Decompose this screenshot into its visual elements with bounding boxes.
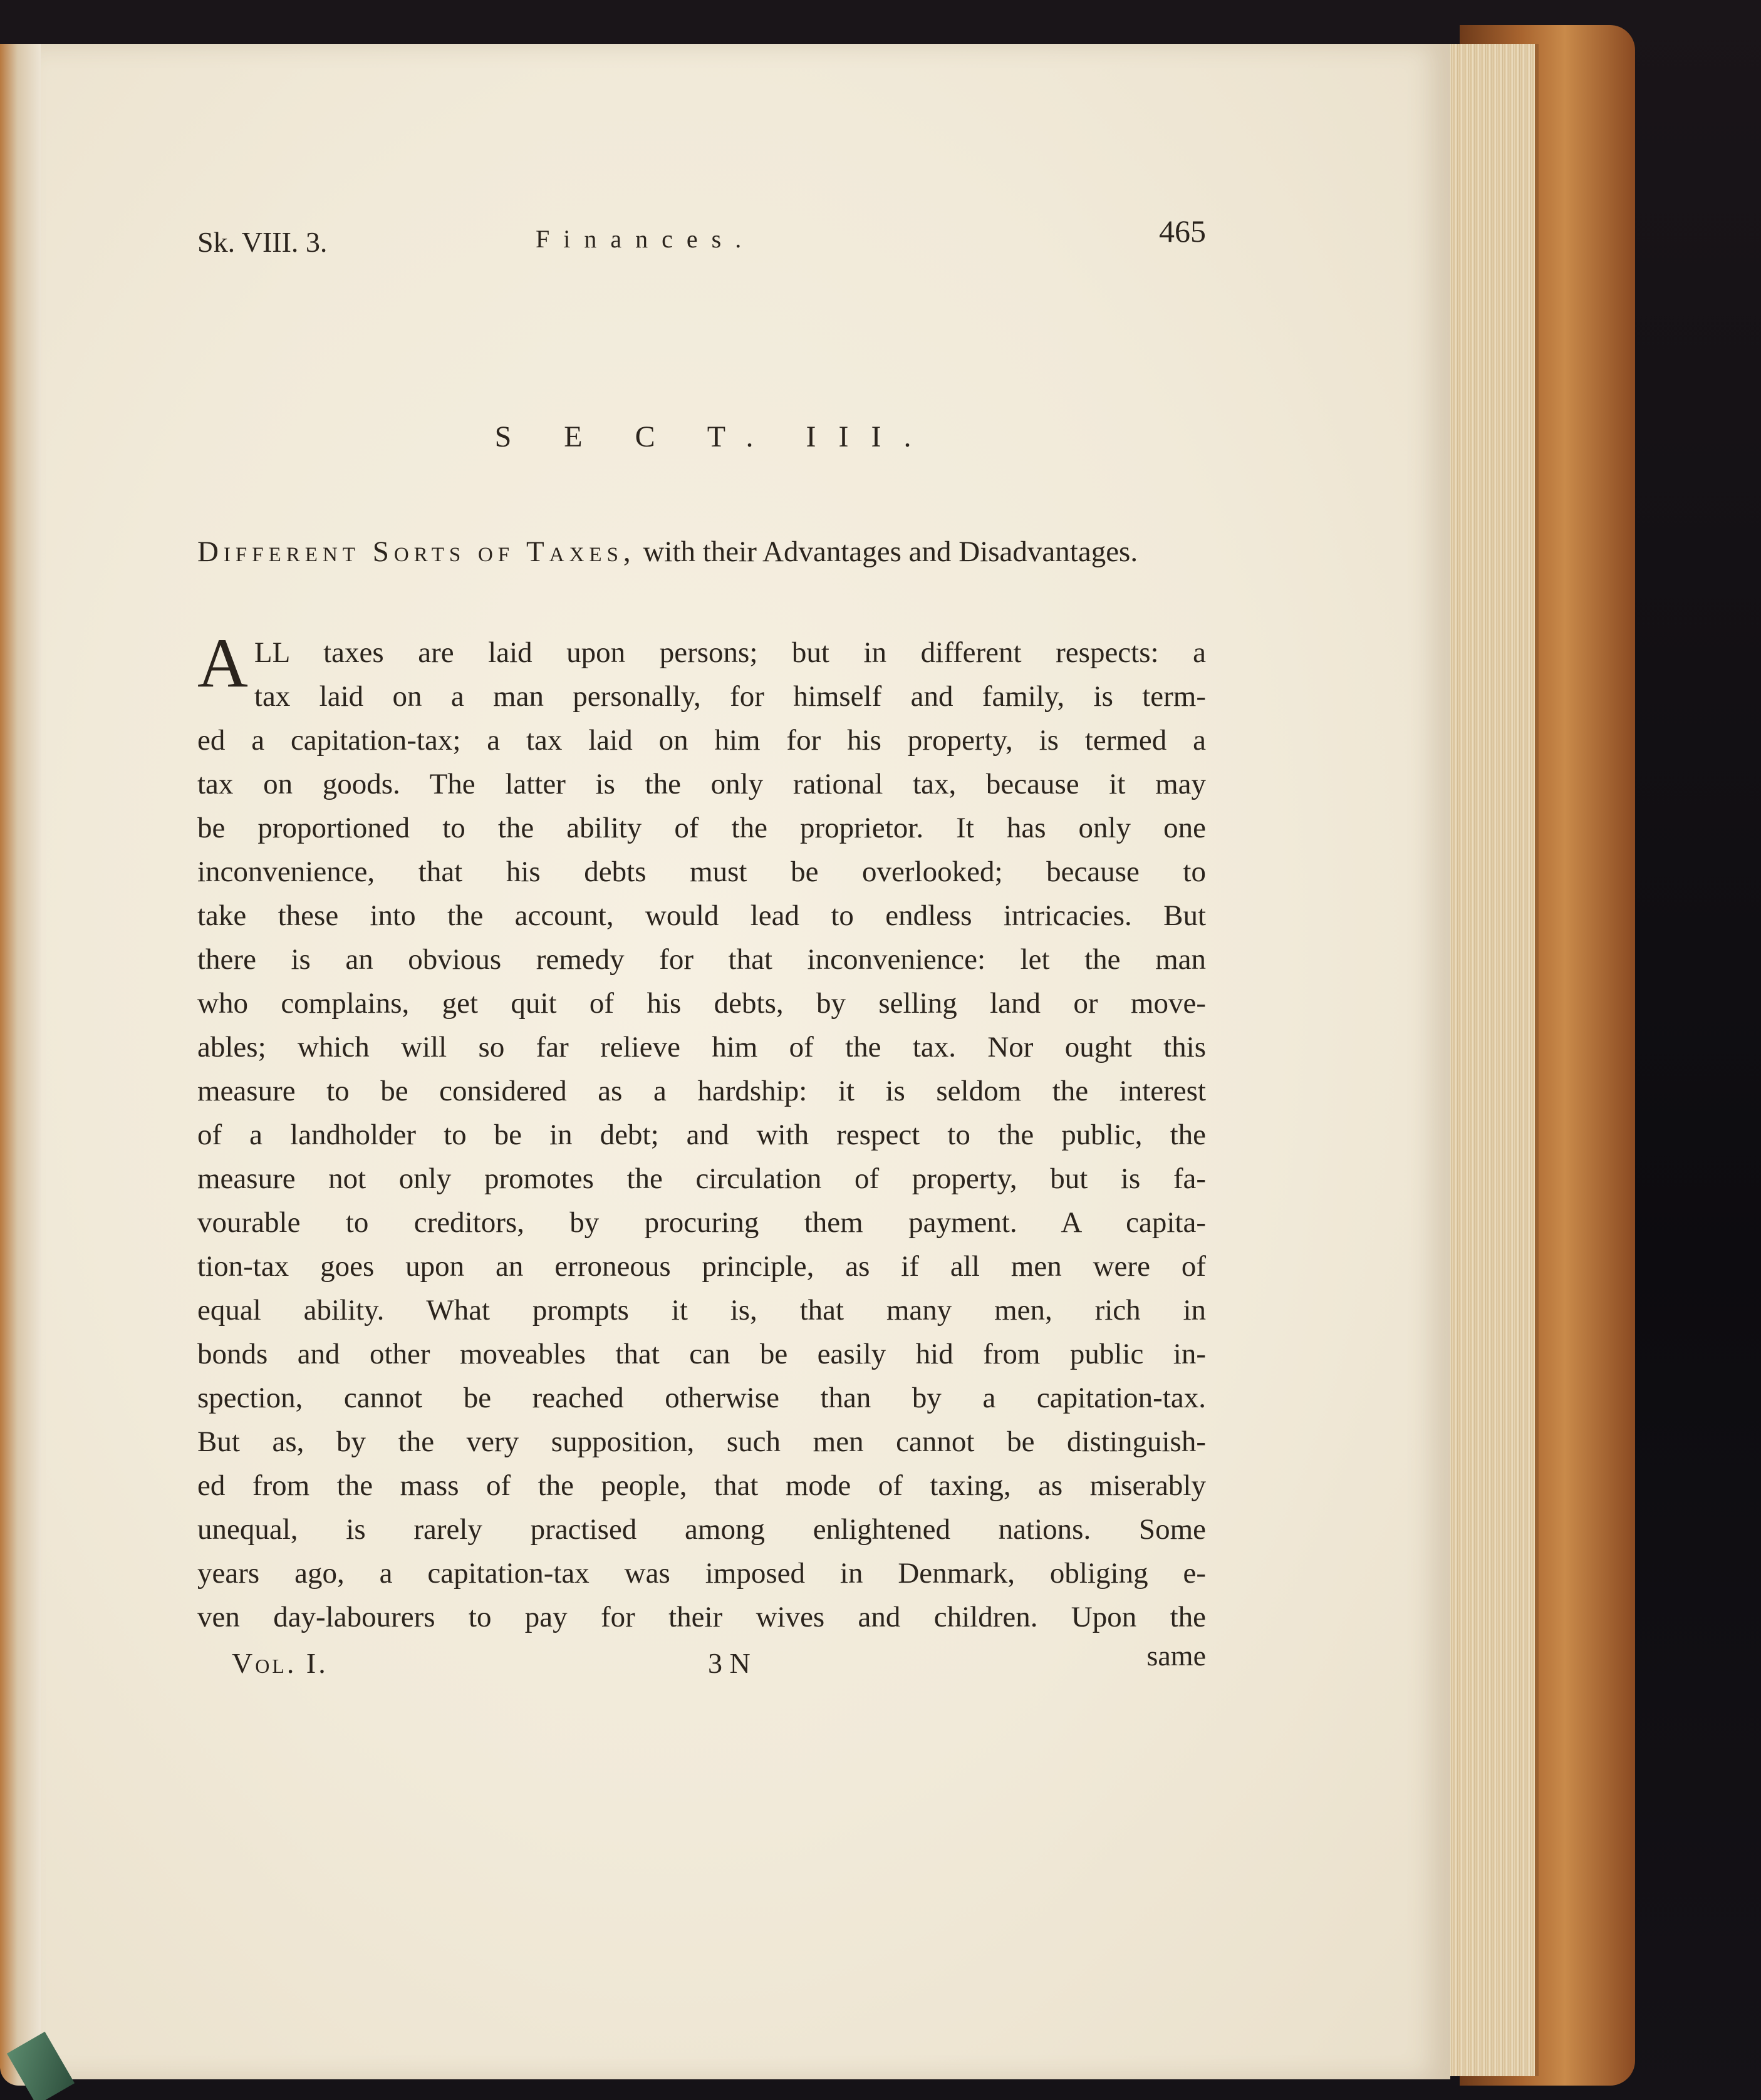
text-line: equal ability. What prompts it is, that many men, rich in: [197, 1294, 1206, 1327]
book-page: [41, 44, 1450, 2079]
text-line: tion-tax goes upon an erroneous principle, as if all men were of: [197, 1250, 1206, 1283]
text-line: who complains, get quit of his debts, by selling land or move-: [197, 987, 1206, 1020]
text-line: spection, cannot be reached otherwise than by a capitation-tax.: [197, 1382, 1206, 1414]
page-fore-edge: [1441, 44, 1539, 2076]
text-line: measure to be considered as a hardship: it is seldom the interest: [197, 1075, 1206, 1107]
text-line: there is an obvious remedy for that inconvenience: let the man: [197, 943, 1206, 976]
text-line: tax on goods. The latter is the only rational tax, because it may: [197, 768, 1206, 800]
facing-page-edge: [0, 44, 44, 2086]
section-title: S E C T. III.: [494, 420, 934, 453]
text-line: But as, by the very supposition, such men cannot be distinguish-: [197, 1425, 1206, 1458]
text-line: of a landholder to be in debt; and with respect to the public, the: [197, 1119, 1206, 1151]
text-line: measure not only promotes the circulation of property, but is fa-: [197, 1162, 1206, 1195]
page-content: [197, 213, 1206, 1690]
text-line: ables; which will so far relieve him of the tax. Nor ought this: [197, 1031, 1206, 1063]
text-line: LL taxes are laid upon persons; but in different respects: a: [254, 636, 1206, 669]
page-number: 465: [1159, 214, 1206, 249]
catchword: same: [1146, 1640, 1206, 1672]
text-line: years ago, a capitation-tax was imposed in Denmark, obliging e-: [197, 1557, 1206, 1590]
text-line: inconvenience, that his debts must be overlooked; because to: [197, 856, 1206, 888]
running-head-title: Finances.: [536, 225, 756, 253]
heading-smallcaps: Different Sorts of Taxes,: [197, 535, 636, 568]
text-line: ed a capitation-tax; a tax laid on him for his property, is termed a: [197, 724, 1206, 757]
section-heading: [197, 526, 1206, 577]
running-head-section: Sk. VIII. 3.: [197, 226, 328, 258]
text-line: bonds and other moveables that can be easily hid from public in-: [197, 1338, 1206, 1370]
signature-mark: 3 N: [708, 1647, 751, 1679]
running-head: [197, 213, 1206, 263]
text-line: ven day-labourers to pay for their wives and children. Upon the: [197, 1601, 1206, 1633]
drop-capital: A: [197, 624, 248, 702]
text-line: take these into the account, would lead to endless intricacies. But: [197, 899, 1206, 932]
text-line: ed from the mass of the people, that mode of taxing, as miserably: [197, 1469, 1206, 1502]
body-text: [197, 624, 1206, 1639]
volume-label: Vol. I.: [232, 1647, 328, 1679]
text-line: vourable to creditors, by procuring them payment. A capita-: [197, 1206, 1206, 1239]
text-line: be proportioned to the ability of the proprietor. It has only one: [197, 812, 1206, 844]
page-footer: [197, 1640, 1206, 1690]
text-line: tax laid on a man personally, for himself and family, is term-: [254, 680, 1206, 713]
text-line: unequal, is rarely practised among enlightened nations. Some: [197, 1513, 1206, 1546]
heading-rest: with their Advantages and Disadvantages.: [635, 535, 1138, 568]
